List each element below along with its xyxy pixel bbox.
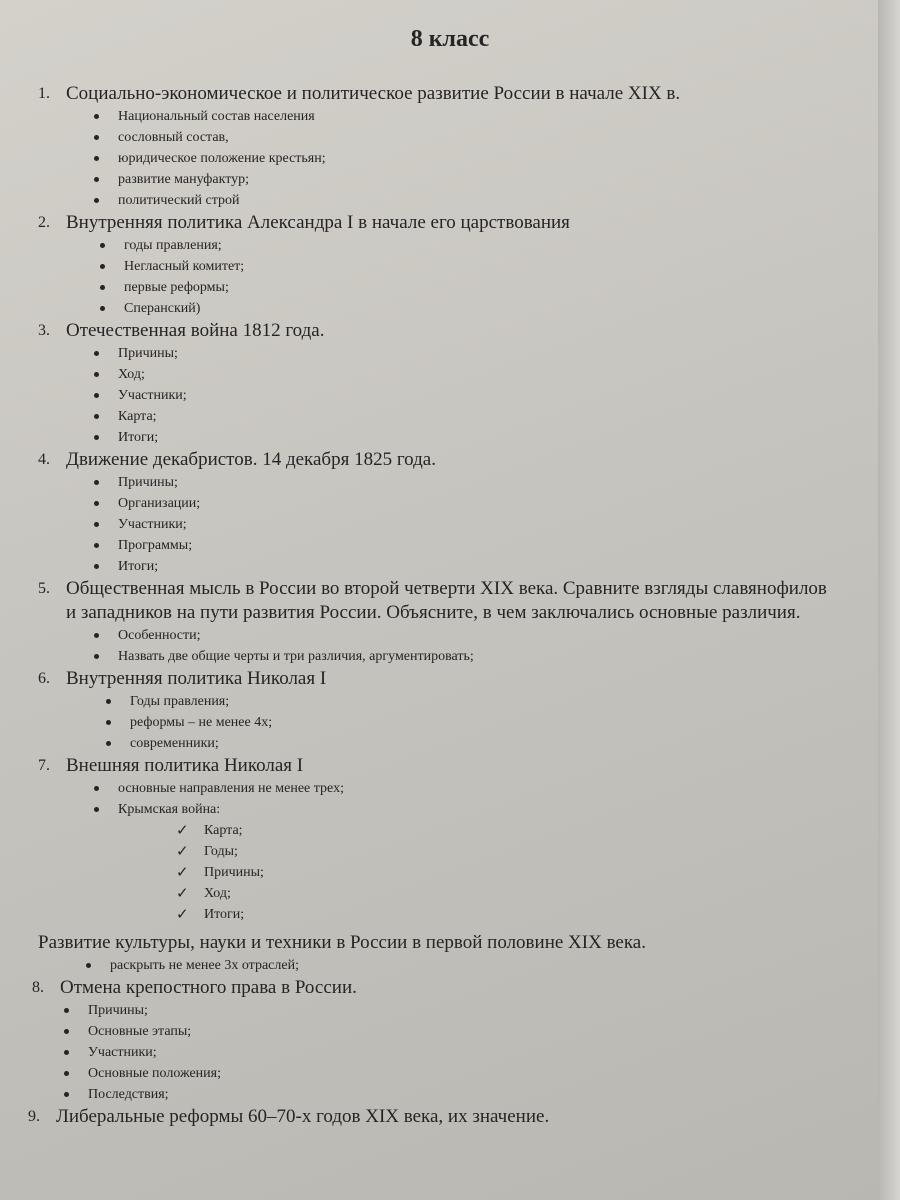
list-item: развитие мануфактур; (118, 169, 838, 190)
list-item: Назвать две общие черты и три различия, аргументировать; (118, 646, 838, 667)
list-item: Крымская война: (118, 799, 838, 820)
list-item: Итоги; (118, 556, 838, 577)
section-4 (38, 448, 838, 577)
list-item: Негласный комитет; (124, 256, 838, 277)
check-item: ✓ Годы; (204, 841, 838, 862)
list-item: Причины; (88, 1000, 838, 1021)
section-number: 2. (38, 214, 50, 231)
section-7 (38, 754, 838, 925)
list-item: реформы – не менее 4х; (130, 712, 838, 733)
list-item: Годы правления; (130, 691, 838, 712)
list-item: Причины; (118, 472, 838, 493)
list-item: политический строй (118, 190, 838, 211)
section-heading: Социально-экономическое и политическое развитие России в начале XIX в. (66, 83, 681, 104)
section-culture (38, 931, 838, 976)
list-item: современники; (130, 733, 838, 754)
section-number: 4. (38, 451, 50, 468)
section-number: 9. (28, 1108, 40, 1125)
list-item: Участники; (88, 1042, 838, 1063)
list-item: Итоги; (118, 427, 838, 448)
section-heading: Внутренняя политика Александра I в начале его царствования (66, 212, 570, 233)
list-item: основные направления не менее трех; (118, 778, 838, 799)
list-item: Программы; (118, 535, 838, 556)
check-item: ✓ Карта; (204, 820, 838, 841)
list-item: Организации; (118, 493, 838, 514)
section-heading: Отмена крепостного права в России. (60, 977, 357, 998)
list-item: Участники; (118, 385, 838, 406)
list-item: сословный состав, (118, 127, 838, 148)
list-item: Последствия; (88, 1084, 838, 1105)
section-number: 6. (38, 670, 50, 687)
section-number: 5. (38, 580, 50, 597)
list-item: Ход; (118, 364, 838, 385)
section-1 (38, 82, 838, 211)
list-item: Сперанский) (124, 298, 838, 319)
list-item: Особенности; (118, 625, 838, 646)
section-heading: Внутренняя политика Николая I (66, 668, 327, 689)
list-item: первые реформы; (124, 277, 838, 298)
list-item: юридическое положение крестьян; (118, 148, 838, 169)
section-3 (38, 319, 838, 448)
page-edge-shadow (878, 0, 900, 1200)
list-item: Причины; (118, 343, 838, 364)
section-number: 8. (32, 979, 44, 996)
section-heading: Движение декабристов. 14 декабря 1825 года. (66, 449, 436, 470)
list-item: Участники; (118, 514, 838, 535)
section-9 (28, 1105, 838, 1129)
list-item: Основные этапы; (88, 1021, 838, 1042)
section-heading: Внешняя политика Николая I (66, 755, 304, 776)
page-title: 8 класс (410, 26, 490, 52)
section-heading: Общественная мысль в России во второй четверти XIX века. Сравните взгляды славянофилов и западников на пути развития России. Объясните, в чем заключались основные различия. (66, 578, 827, 623)
section-number: 7. (38, 757, 50, 774)
list-item: Национальный состав населения (118, 106, 838, 127)
list-item: Карта; (118, 406, 838, 427)
section-number: 3. (38, 322, 50, 339)
section-2 (38, 211, 838, 319)
section-6 (38, 667, 838, 754)
list-item: раскрыть не менее 3х отраслей; (110, 955, 838, 976)
check-item: ✓ Ход; (204, 883, 838, 904)
list-item: Основные положения; (88, 1063, 838, 1084)
section-heading: Либеральные реформы 60–70-х годов XIX века, их значение. (56, 1106, 550, 1127)
section-heading: Развитие культуры, науки и техники в России в первой половине XIX века. (38, 932, 646, 953)
check-item: ✓ Причины; (204, 862, 838, 883)
list-item: годы правления; (124, 235, 838, 256)
section-number: 1. (38, 85, 50, 102)
section-8 (32, 976, 838, 1105)
check-item: ✓ Итоги; (204, 904, 838, 925)
section-heading: Отечественная война 1812 года. (66, 320, 325, 341)
section-5 (38, 577, 838, 667)
document-body (28, 80, 838, 1129)
